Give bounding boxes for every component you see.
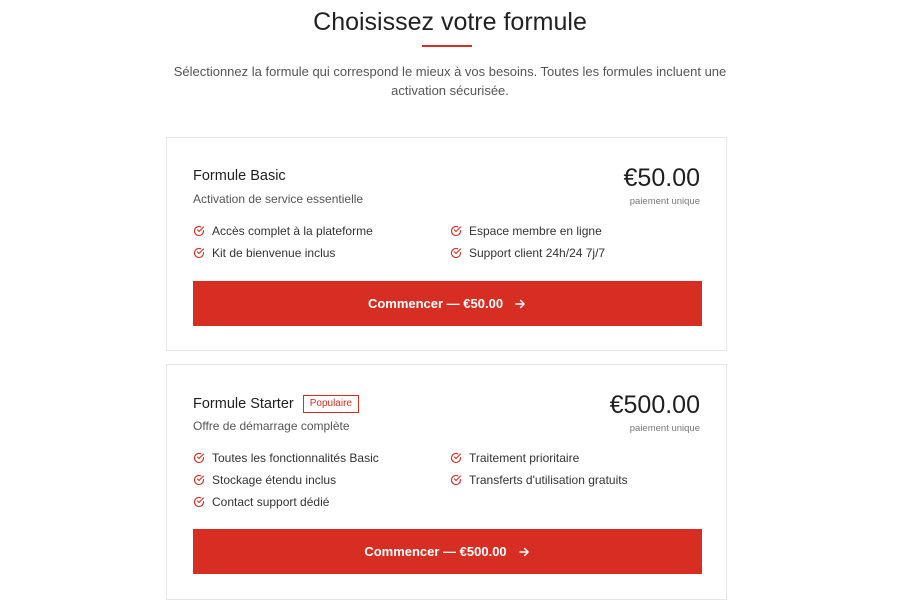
feature-label: Toutes les fonctionnalités Basic (212, 450, 379, 465)
feature-label: Espace membre en ligne (469, 223, 602, 238)
plan-name: Formule Starter (193, 396, 294, 412)
feature-label: Contact support dédié (212, 494, 330, 509)
plan-name: Formule Basic (193, 168, 286, 184)
arrow-right-icon (513, 297, 527, 311)
check-circle-icon (450, 247, 462, 259)
plan-header (193, 395, 359, 413)
feature-label: Kit de bienvenue inclus (212, 245, 336, 260)
feature-list (193, 224, 703, 259)
plan-price-note: paiement unique (629, 423, 700, 434)
arrow-right-icon (517, 545, 531, 559)
start-starter-button[interactable] (193, 529, 702, 574)
check-circle-icon (193, 474, 205, 486)
plan-description: Offre de démarrage complète (193, 419, 350, 433)
plan-price-note: paiement unique (629, 196, 700, 207)
cta-label: Commencer — €50.00 (367, 296, 504, 311)
check-circle-icon (450, 452, 462, 464)
feature-label: Stockage étendu inclus (212, 472, 337, 487)
check-circle-icon (193, 247, 205, 259)
plan-header (193, 168, 286, 184)
plan-price: €50.00 (623, 164, 700, 192)
page-subtitle: Sélectionnez la formule qui correspond le mieux à vos besoins. Toutes les formules incluent une activation sécurisée. (173, 64, 727, 98)
feature-label: Accès complet à la plateforme (212, 223, 373, 238)
feature-label: Transferts d'utilisation gratuits (469, 472, 628, 487)
plan-description: Activation de service essentielle (193, 192, 364, 206)
check-circle-icon (450, 474, 462, 486)
plan-price: €500.00 (609, 391, 700, 419)
check-circle-icon (450, 225, 462, 237)
cta-label: Commencer — €500.00 (364, 544, 507, 559)
feature-list (193, 451, 703, 508)
feature-item (450, 224, 703, 237)
plan-card-starter (166, 364, 727, 600)
feature-item (193, 224, 450, 237)
feature-item (193, 246, 450, 259)
feature-item (450, 451, 703, 464)
page-title: Choisissez votre formule (313, 8, 587, 36)
feature-item (193, 451, 450, 464)
check-circle-icon (193, 225, 205, 237)
feature-label: Traitement prioritaire (469, 450, 580, 465)
feature-item (193, 473, 450, 486)
feature-item (450, 246, 703, 259)
check-circle-icon (193, 496, 205, 508)
feature-item (450, 473, 703, 486)
popular-badge: Populaire (303, 395, 359, 413)
plan-card-basic (166, 137, 727, 351)
feature-label: Support client 24h/24 7j/7 (469, 245, 606, 260)
check-circle-icon (193, 452, 205, 464)
feature-item (193, 495, 450, 508)
start-basic-button[interactable] (193, 281, 702, 326)
title-underline (422, 45, 472, 47)
